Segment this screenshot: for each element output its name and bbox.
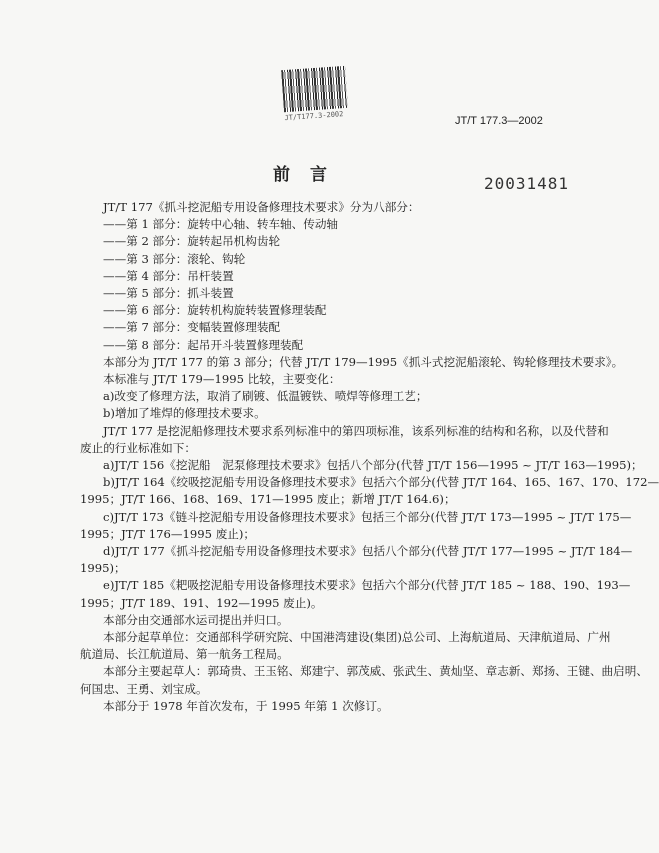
paragraph-line: d)JT/T 177《抓斗挖泥船专用设备修理技术要求》包括八个部分(代替 JT/T 177—1995 ~ JT/T 184— xyxy=(103,544,633,559)
paragraph-line: 本部分为 JT/T 177 的第 3 部分；代替 JT/T 179—1995《抓斗式挖泥船滚轮、钩轮修理技术要求》。 xyxy=(103,354,624,369)
barcode-bars xyxy=(281,66,348,112)
paragraph-line: c)JT/T 173《链斗挖泥船专用设备修理技术要求》包括三个部分(代替 JT/T 173—1995 ~ JT/T 175— xyxy=(103,509,632,524)
paragraph-line: 废止的行业标准如下： xyxy=(80,440,196,455)
paragraph-line: ——第 6 部分：旋转机构旋转装置修理装配 xyxy=(103,303,327,318)
paragraph-line: a)改变了修理方法，取消了刷镀、低温镀铁、喷焊等修理工艺； xyxy=(103,389,428,404)
paragraph-line: 本部分于 1978 年首次发布，于 1995 年第 1 次修订。 xyxy=(103,698,389,713)
paragraph-line: ——第 8 部分：起吊开斗装置修理装配 xyxy=(103,337,304,352)
paragraph-line: ——第 1 部分：旋转中心轴、转车轴、传动轴 xyxy=(103,217,339,232)
paragraph-line: 本部分由交通部水运司提出并归口。 xyxy=(103,612,289,627)
paragraph-line: JT/T 177《抓斗挖泥船专用设备修理技术要求》分为八部分： xyxy=(103,200,420,214)
paragraph-line: 1995)； xyxy=(80,561,126,576)
paragraph-line: a)JT/T 156《挖泥船 泥泵修理技术要求》包括八个部分(代替 JT/T 156—1995 ~ JT/T 163—1995)； xyxy=(103,458,643,473)
barcode xyxy=(281,66,349,126)
standard-number: JT/T 177.3—2002 xyxy=(455,115,543,127)
page-title: 前言 xyxy=(273,165,347,185)
stamp-code: 20031481 xyxy=(484,174,570,193)
paragraph-line: ——第 7 部分：变幅装置修理装配 xyxy=(103,320,281,335)
paragraph-line: ——第 5 部分：抓斗装置 xyxy=(103,286,234,301)
paragraph-line: ——第 3 部分：滚轮、钩轮 xyxy=(103,251,246,266)
paragraph-line: 1995；JT/T 166、168、169、171—1995 废止；新增 JT/T 164.6)； xyxy=(80,492,456,507)
paragraph-line: e)JT/T 185《耙吸挖泥船专用设备修理技术要求》包括六个部分(代替 JT/T 185 ~ 188、190、193— xyxy=(103,578,631,593)
paragraph-line: 本标准与 JT/T 179—1995 比较，主要变化： xyxy=(103,372,341,387)
paragraph-line: 航道局、长江航道局、第一航务工程局。 xyxy=(80,647,289,662)
paragraph-line: 何国忠、王勇、刘宝成。 xyxy=(80,681,208,696)
paragraph-line: 1995；JT/T 176—1995 废止)； xyxy=(80,526,256,541)
paragraph-line: JT/T 177 是挖泥船修理技术要求系列标准中的第四项标准，该系列标准的结构和名称，以及代替和 xyxy=(103,423,609,438)
paragraph-line: ——第 2 部分：旋转起吊机构齿轮 xyxy=(103,234,281,249)
barcode-text: JT/T177.3-2002 xyxy=(284,110,344,123)
paragraph-line: 本部分起草单位：交通部科学研究院、中国港湾建设(集团)总公司、上海航道局、天津航道局、广州 xyxy=(103,630,611,645)
paragraph-line: 1995；JT/T 189、191、192—1995 废止)。 xyxy=(80,595,323,610)
paragraph-line: b)增加了堆焊的修理技术要求。 xyxy=(103,406,266,421)
foreword-body xyxy=(80,199,659,715)
paragraph-line: 本部分主要起草人：郭琦贵、王玉铭、郑建宁、郭茂威、张武生、黄灿坚、章志新、郑扬、王键、曲启明、 xyxy=(103,664,648,679)
paragraph-line: ——第 4 部分：吊杆装置 xyxy=(103,268,234,283)
paragraph-line: b)JT/T 164《绞吸挖泥船专用设备修理技术要求》包括六个部分(代替 JT/T 164、165、167、170、172— xyxy=(103,475,659,490)
